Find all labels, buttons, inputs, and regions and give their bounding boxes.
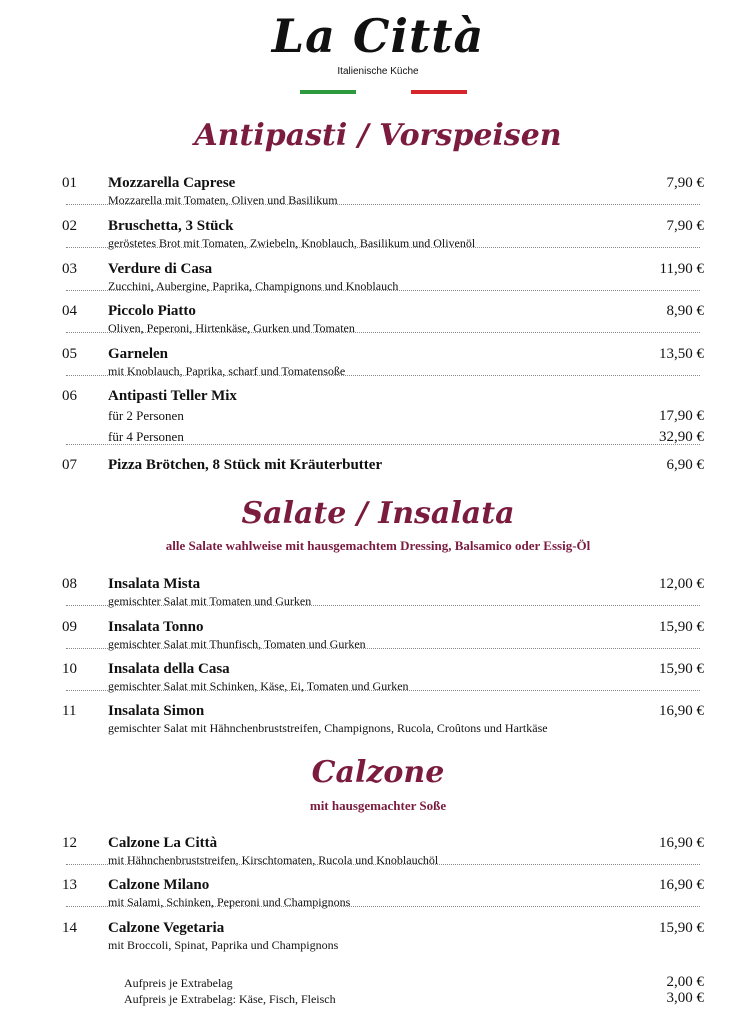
item-number: 02 (62, 218, 77, 234)
section-subtitle-calzone: mit hausgemachter Soße (309, 798, 447, 813)
item-price: 7,90 € (666, 175, 704, 191)
dotted-divider (66, 290, 700, 291)
dotted-divider (66, 204, 700, 205)
dotted-divider (66, 690, 700, 691)
item-name: Garnelen (108, 346, 168, 362)
item-name: Insalata della Casa (108, 661, 230, 677)
item-option-price: 32,90 € (659, 429, 704, 445)
menu-item (62, 835, 704, 877)
extra-price: 2,00 € (666, 974, 704, 990)
dotted-divider (66, 247, 700, 248)
item-name: Verdure di Casa (108, 261, 213, 277)
item-name: Antipasti Teller Mix (108, 388, 237, 404)
dotted-divider (66, 648, 700, 649)
item-number: 04 (62, 303, 77, 319)
item-price: 7,90 € (666, 218, 704, 234)
item-number: 08 (62, 576, 77, 592)
menu-item (62, 703, 704, 745)
menu-item (62, 661, 704, 703)
item-option-label: für 2 Personen (108, 408, 184, 423)
logo-title: La Città (271, 9, 485, 63)
item-description: Oliven, Peperoni, Hirtenkäse, Gurken und Tomaten (108, 321, 355, 335)
item-name: Calzone La Città (108, 835, 218, 851)
item-name: Insalata Mista (108, 576, 201, 592)
item-name: Bruschetta, 3 Stück (108, 218, 234, 234)
menu-item (62, 920, 704, 962)
item-number: 01 (62, 175, 77, 191)
item-description: geröstetes Brot mit Tomaten, Zwiebeln, Knoblauch, Basilikum und Olivenöl (108, 236, 476, 250)
dotted-divider (66, 605, 700, 606)
item-number: 06 (62, 388, 77, 404)
item-price: 12,00 € (659, 576, 704, 592)
item-number: 13 (62, 877, 77, 893)
dotted-divider (66, 906, 700, 907)
menu-item (62, 619, 704, 661)
item-number: 11 (62, 703, 77, 719)
item-price: 15,90 € (659, 661, 704, 677)
extra-label: Aufpreis je Extrabelag: Käse, Fisch, Fleisch (124, 992, 336, 1006)
item-description: mit Knoblauch, Paprika, scharf und Tomatensoße (108, 364, 346, 378)
flag-stripe-red (411, 90, 467, 94)
item-number: 09 (62, 619, 77, 635)
item-name: Piccolo Piatto (108, 303, 196, 319)
menu-item (62, 175, 704, 217)
item-description: mit Salami, Schinken, Peperoni und Champignons (108, 895, 351, 909)
item-number: 10 (62, 661, 77, 677)
dotted-divider (66, 864, 700, 865)
item-name: Mozzarella Caprese (108, 175, 236, 191)
section-subtitle-salate: alle Salate wahlweise mit hausgemachtem Dressing, Balsamico oder Essig-Öl (165, 538, 591, 553)
menu-item (62, 346, 704, 388)
item-price: 13,50 € (659, 346, 704, 362)
item-price: 16,90 € (659, 703, 704, 719)
item-name: Pizza Brötchen, 8 Stück mit Kräuterbutter (108, 457, 383, 473)
item-name: Insalata Simon (108, 703, 205, 719)
item-name: Calzone Vegetaria (108, 920, 225, 936)
flag-stripe-green (300, 90, 356, 94)
menu-item (62, 388, 704, 458)
item-price: 15,90 € (659, 920, 704, 936)
item-price: 11,90 € (659, 261, 704, 277)
item-description: mit Broccoli, Spinat, Paprika und Champignons (108, 938, 339, 952)
item-name: Insalata Tonno (108, 619, 204, 635)
menu-item (62, 457, 704, 499)
extra-price: 3,00 € (666, 990, 704, 1006)
item-description: gemischter Salat mit Thunfisch, Tomaten und Gurken (108, 637, 366, 651)
item-description: gemischter Salat mit Tomaten und Gurken (108, 594, 312, 608)
item-description: gemischter Salat mit Hähnchenbruststreifen, Champignons, Rucola, Croûtons und Hartkäse (108, 721, 548, 735)
item-option-price: 17,90 € (659, 408, 704, 424)
item-number: 07 (62, 457, 77, 473)
section-title-antipasti: Antipasti / Vorspeisen (194, 118, 562, 153)
restaurant-logo (0, 8, 756, 77)
item-number: 05 (62, 346, 77, 362)
item-name: Calzone Milano (108, 877, 210, 893)
item-price: 8,90 € (666, 303, 704, 319)
item-price: 6,90 € (666, 457, 704, 473)
item-description: Mozzarella mit Tomaten, Oliven und Basilikum (108, 193, 338, 207)
menu-item (62, 576, 704, 618)
extra-label: Aufpreis je Extrabelag (124, 976, 233, 990)
menu-item (62, 261, 704, 303)
dotted-divider (66, 375, 700, 376)
item-description: gemischter Salat mit Schinken, Käse, Ei, Tomaten und Gurken (108, 679, 409, 693)
menu-item (62, 218, 704, 260)
item-price: 15,90 € (659, 619, 704, 635)
dotted-divider (66, 332, 700, 333)
item-number: 03 (62, 261, 77, 277)
logo-subtitle: Italienische Küche (337, 66, 419, 77)
item-price: 16,90 € (659, 877, 704, 893)
item-description: Zucchini, Aubergine, Paprika, Champignons und Knoblauch (108, 279, 399, 293)
item-option-label: für 4 Personen (108, 429, 184, 444)
section-title-salate: Salate / Insalata (241, 496, 515, 531)
item-number: 12 (62, 835, 77, 851)
dotted-divider (66, 444, 700, 445)
menu-item (62, 877, 704, 919)
item-number: 14 (62, 920, 77, 936)
menu-item (62, 303, 704, 345)
section-title-calzone: Calzone (311, 755, 445, 790)
item-description: mit Hähnchenbruststreifen, Kirschtomaten, Rucola und Knoblauchöl (108, 853, 439, 867)
item-price: 16,90 € (659, 835, 704, 851)
